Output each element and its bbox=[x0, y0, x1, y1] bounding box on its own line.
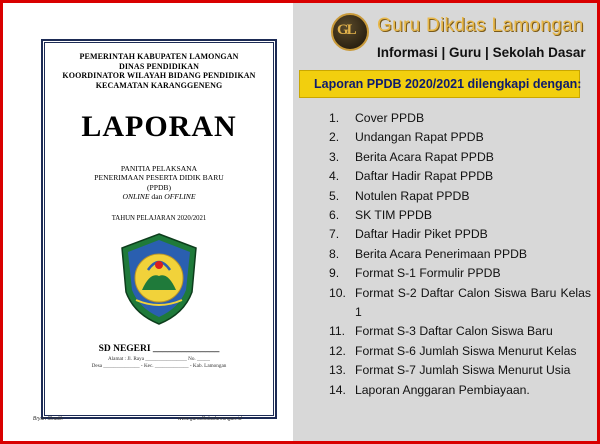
panitia-line: (PPDB) bbox=[146, 182, 172, 192]
item-number: 14. bbox=[329, 382, 346, 397]
item-number: 8. bbox=[329, 246, 340, 261]
list-item bbox=[329, 167, 591, 186]
info-banner bbox=[299, 70, 580, 98]
online-offline-line bbox=[47, 192, 271, 201]
list-item bbox=[329, 342, 591, 361]
item-number: 5. bbox=[329, 188, 340, 203]
header-line: PEMERINTAH KABUPATEN LAMONGAN bbox=[79, 52, 239, 61]
list-item bbox=[329, 225, 591, 244]
item-label: Format S-3 Daftar Calon Siswa Baru bbox=[355, 324, 553, 339]
item-label: Cover PPDB bbox=[355, 111, 425, 125]
list-item bbox=[329, 245, 591, 264]
dan-text: dan bbox=[151, 192, 163, 202]
school-address bbox=[47, 356, 271, 370]
address-line: Desa ______________ - Kec. _____________ - Kab. Lamongan bbox=[91, 362, 227, 369]
item-number: 7. bbox=[329, 227, 340, 242]
list-item bbox=[329, 284, 591, 323]
item-label: Format S-1 Formulir PPDB bbox=[355, 266, 501, 281]
header-line: DINAS PENDIDIKAN bbox=[118, 61, 200, 71]
brand-header bbox=[331, 13, 597, 61]
list-item bbox=[329, 187, 591, 206]
cover-page bbox=[3, 3, 293, 441]
cover-title: LAPORAN bbox=[81, 110, 237, 143]
cover-content bbox=[47, 45, 271, 413]
cover-panitia bbox=[47, 164, 271, 202]
item-label: Format S-7 Jumlah Siswa Menurut Usia bbox=[355, 363, 571, 378]
item-label: Notulen Rapat PPDB bbox=[355, 188, 470, 203]
item-number: 12. bbox=[329, 343, 346, 358]
item-number: 9. bbox=[329, 266, 340, 281]
brand-subtitle: Informasi | Guru | Sekolah Dasar bbox=[377, 45, 586, 60]
main-frame bbox=[3, 3, 597, 441]
list-item bbox=[329, 109, 591, 128]
document-list bbox=[329, 109, 591, 400]
item-label: Daftar Hadir Piket PPDB bbox=[355, 227, 488, 242]
banner-text: Laporan PPDB 2020/2021 dilengkapi dengan: bbox=[314, 77, 582, 91]
item-number: 1. bbox=[329, 111, 340, 125]
item-label: Undangan Rapat PPDB bbox=[355, 130, 484, 145]
item-label: Berita Acara Penerimaan PPDB bbox=[355, 246, 528, 261]
panitia-line: PENERIMAAN PESERTA DIDIK BARU bbox=[94, 173, 224, 183]
item-number: 13. bbox=[329, 363, 346, 378]
item-label: Berita Acara Rapat PPDB bbox=[355, 149, 494, 164]
school-name: SD NEGERI ______________ bbox=[98, 343, 220, 354]
list-item bbox=[329, 322, 591, 341]
brand-logo-icon bbox=[331, 13, 369, 51]
list-item bbox=[329, 128, 591, 147]
address-line: Alamat : Jl. Raya ________________ No. _____ bbox=[107, 355, 210, 362]
lamongan-emblem-icon bbox=[118, 232, 200, 326]
offline-text: OFFLINE bbox=[164, 192, 196, 202]
list-item bbox=[329, 148, 591, 167]
header-line: KOORDINATOR WILAYAH BIDANG PENDIDIKAN bbox=[62, 71, 256, 80]
item-label: Format S-6 Jumlah Siswa Menurut Kelas bbox=[355, 343, 577, 358]
item-label: Daftar Hadir Rapat PPDB bbox=[355, 169, 494, 184]
header-line: KECAMATAN KARANGGENENG bbox=[95, 80, 223, 90]
brand-logo-text: GL bbox=[337, 22, 355, 38]
online-text: ONLINE bbox=[122, 192, 150, 202]
item-number: 10. bbox=[329, 285, 346, 300]
item-label: SK TIM PPDB bbox=[355, 208, 432, 223]
list-item bbox=[329, 264, 591, 283]
cover-footer-author: Bryan Shadik bbox=[33, 416, 63, 422]
list-item bbox=[329, 361, 591, 380]
brand-title: Guru Dikdas Lamongan bbox=[377, 15, 584, 36]
cover-header bbox=[47, 52, 271, 90]
item-label: Laporan Anggaran Pembiayaan. bbox=[355, 382, 530, 397]
item-label: Format S-2 Daftar Calon Siswa Baru Kelas 1 bbox=[355, 285, 591, 320]
item-number: 3. bbox=[329, 149, 340, 164]
list-item bbox=[329, 206, 591, 225]
item-number: 4. bbox=[329, 169, 340, 184]
list-item bbox=[329, 381, 591, 400]
item-number: 6. bbox=[329, 208, 340, 223]
item-number: 2. bbox=[329, 130, 340, 145]
cover-footer-url: www.gurudikdaslamongan.id bbox=[178, 416, 242, 422]
cover-tahun: TAHUN PELAJARAN 2020/2021 bbox=[111, 214, 207, 222]
item-number: 11. bbox=[329, 324, 346, 339]
panitia-line: PANITIA PELAKSANA bbox=[120, 164, 198, 173]
